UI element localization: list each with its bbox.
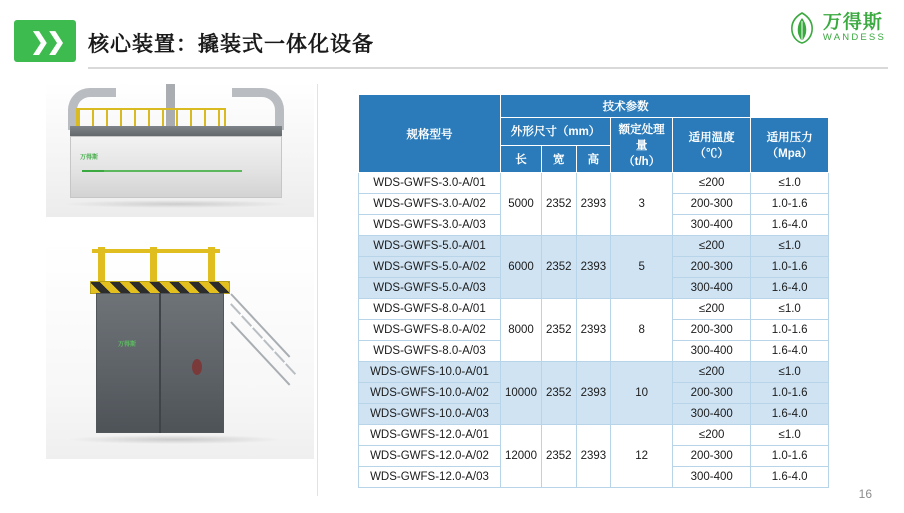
- cell-pressure: 1.6-4.0: [751, 404, 829, 425]
- cell-height: 2393: [576, 425, 611, 488]
- logo-text-cn: 万得斯: [822, 11, 883, 33]
- cell-model: WDS-GWFS-12.0-A/03: [359, 467, 501, 488]
- col-header-capacity: [611, 118, 673, 173]
- cell-height: 2393: [576, 236, 611, 299]
- safety-railing: [76, 108, 226, 127]
- cell-pressure: ≤1.0: [751, 236, 829, 257]
- cell-model: WDS-GWFS-3.0-A/03: [359, 215, 501, 236]
- cell-temperature: ≤200: [673, 425, 751, 446]
- ground-shadow: [60, 200, 292, 208]
- ground-shadow: [70, 435, 280, 444]
- column-divider: [317, 84, 318, 496]
- cell-pressure: 1.0-1.6: [751, 257, 829, 278]
- col-header-press-line1: 适用压力: [766, 132, 813, 144]
- cell-pressure: 1.0-1.6: [751, 383, 829, 404]
- cell-height: 2393: [576, 362, 611, 425]
- cell-width: 2352: [541, 173, 576, 236]
- section-badge: [14, 20, 76, 62]
- cell-pressure: 1.0-1.6: [751, 194, 829, 215]
- cell-model: WDS-GWFS-3.0-A/01: [359, 173, 501, 194]
- col-header-model: 规格型号: [359, 95, 501, 173]
- cell-model: WDS-GWFS-8.0-A/01: [359, 299, 501, 320]
- cell-temperature: ≤200: [673, 173, 751, 194]
- cell-length: 5000: [501, 173, 542, 236]
- cell-capacity: 8: [611, 299, 673, 362]
- cell-temperature: 200-300: [673, 446, 751, 467]
- col-header-temperature: [673, 118, 751, 173]
- cell-model: WDS-GWFS-5.0-A/02: [359, 257, 501, 278]
- cell-temperature: 300-400: [673, 467, 751, 488]
- stair-step: [285, 363, 296, 374]
- col-header-temp-line2: （℃）: [694, 148, 729, 160]
- railing-post: [150, 247, 157, 283]
- railing-post: [98, 247, 105, 283]
- cell-pressure: 1.0-1.6: [751, 446, 829, 467]
- cell-length: 6000: [501, 236, 542, 299]
- page-number: 16: [858, 487, 872, 501]
- stair-handrail: [230, 293, 290, 357]
- cell-width: 2352: [541, 362, 576, 425]
- col-header-pressure: [751, 118, 829, 173]
- col-header-temp-line1: 适用温度: [688, 132, 735, 144]
- cell-capacity: 5: [611, 236, 673, 299]
- stair-step: [274, 351, 285, 362]
- cell-pressure: ≤1.0: [751, 299, 829, 320]
- double-chevron-right-icon: ❯❯: [30, 27, 63, 54]
- leaf-logo-icon: [788, 12, 816, 44]
- table-row: [359, 362, 829, 383]
- stair-handrail-lower: [230, 321, 290, 385]
- table-row: [359, 236, 829, 257]
- col-header-length: 长: [501, 145, 542, 173]
- cell-pressure: 1.6-4.0: [751, 215, 829, 236]
- cell-model: WDS-GWFS-10.0-A/03: [359, 404, 501, 425]
- cell-model: WDS-GWFS-12.0-A/01: [359, 425, 501, 446]
- table-row: [359, 173, 829, 194]
- spec-table-wrapper: [358, 94, 829, 488]
- table-row: [359, 299, 829, 320]
- cell-temperature: 300-400: [673, 215, 751, 236]
- spec-table-head: [359, 95, 829, 173]
- cell-temperature: ≤200: [673, 236, 751, 257]
- header-divider: [88, 67, 888, 69]
- cell-temperature: 200-300: [673, 320, 751, 341]
- cell-width: 2352: [541, 425, 576, 488]
- col-header-width: 宽: [541, 145, 576, 173]
- cell-temperature: 200-300: [673, 383, 751, 404]
- skid-body: [70, 136, 282, 198]
- cell-temperature: 200-300: [673, 257, 751, 278]
- col-header-group-params: 技术参数: [501, 95, 751, 118]
- cell-height: 2393: [576, 299, 611, 362]
- cell-capacity: 12: [611, 425, 673, 488]
- cell-pressure: 1.0-1.6: [751, 320, 829, 341]
- cell-temperature: 300-400: [673, 278, 751, 299]
- cell-model: WDS-GWFS-5.0-A/01: [359, 236, 501, 257]
- cell-length: 12000: [501, 425, 542, 488]
- cell-model: WDS-GWFS-8.0-A/03: [359, 341, 501, 362]
- cell-temperature: 300-400: [673, 404, 751, 425]
- spec-table-body: [359, 173, 829, 488]
- cell-width: 2352: [541, 236, 576, 299]
- cell-temperature: 200-300: [673, 194, 751, 215]
- cabinet-seam: [159, 293, 161, 433]
- image-column: [46, 82, 314, 459]
- cell-pressure: ≤1.0: [751, 425, 829, 446]
- cell-temperature: 300-400: [673, 341, 751, 362]
- logo-text-en: WANDESS: [822, 32, 886, 44]
- cell-temperature: ≤200: [673, 362, 751, 383]
- company-logo: [788, 12, 886, 44]
- cell-model: WDS-GWFS-12.0-A/02: [359, 446, 501, 467]
- indicator-light: [192, 359, 202, 375]
- table-row: [359, 425, 829, 446]
- unit-brand-mark: 万得斯: [80, 155, 99, 161]
- unit-brand-mark: 万得斯: [118, 342, 137, 348]
- cell-model: WDS-GWFS-5.0-A/03: [359, 278, 501, 299]
- cell-model: WDS-GWFS-3.0-A/02: [359, 194, 501, 215]
- railing-post: [208, 247, 215, 283]
- cell-pressure: ≤1.0: [751, 173, 829, 194]
- table-header-row: [359, 95, 829, 118]
- cell-capacity: 10: [611, 362, 673, 425]
- cell-pressure: 1.6-4.0: [751, 278, 829, 299]
- body-stripe: [82, 170, 242, 172]
- cell-model: WDS-GWFS-10.0-A/01: [359, 362, 501, 383]
- access-stairs: [231, 293, 303, 441]
- cell-height: 2393: [576, 173, 611, 236]
- body-stripe-accent: [82, 170, 104, 172]
- cell-model: WDS-GWFS-10.0-A/02: [359, 383, 501, 404]
- equipment-render-image: [46, 82, 314, 217]
- cell-temperature: ≤200: [673, 299, 751, 320]
- col-header-capacity-line2: （t/h）: [623, 156, 661, 168]
- equipment-photo-image: [46, 241, 314, 459]
- pipe-right: [232, 88, 284, 130]
- cell-pressure: ≤1.0: [751, 362, 829, 383]
- page-title: 核心装置：撬装式一体化设备: [88, 33, 374, 56]
- cell-width: 2352: [541, 299, 576, 362]
- cell-length: 10000: [501, 362, 542, 425]
- cell-capacity: 3: [611, 173, 673, 236]
- cell-length: 8000: [501, 299, 542, 362]
- col-header-capacity-line1: 额定处理量: [618, 124, 665, 152]
- cell-model: WDS-GWFS-8.0-A/02: [359, 320, 501, 341]
- cell-pressure: 1.6-4.0: [751, 467, 829, 488]
- col-header-dimensions: 外形尺寸（mm）: [501, 118, 611, 146]
- spec-table: [358, 94, 829, 488]
- cell-pressure: 1.6-4.0: [751, 341, 829, 362]
- col-header-height: 高: [576, 145, 611, 173]
- col-header-press-line2: （Mpa）: [766, 148, 813, 160]
